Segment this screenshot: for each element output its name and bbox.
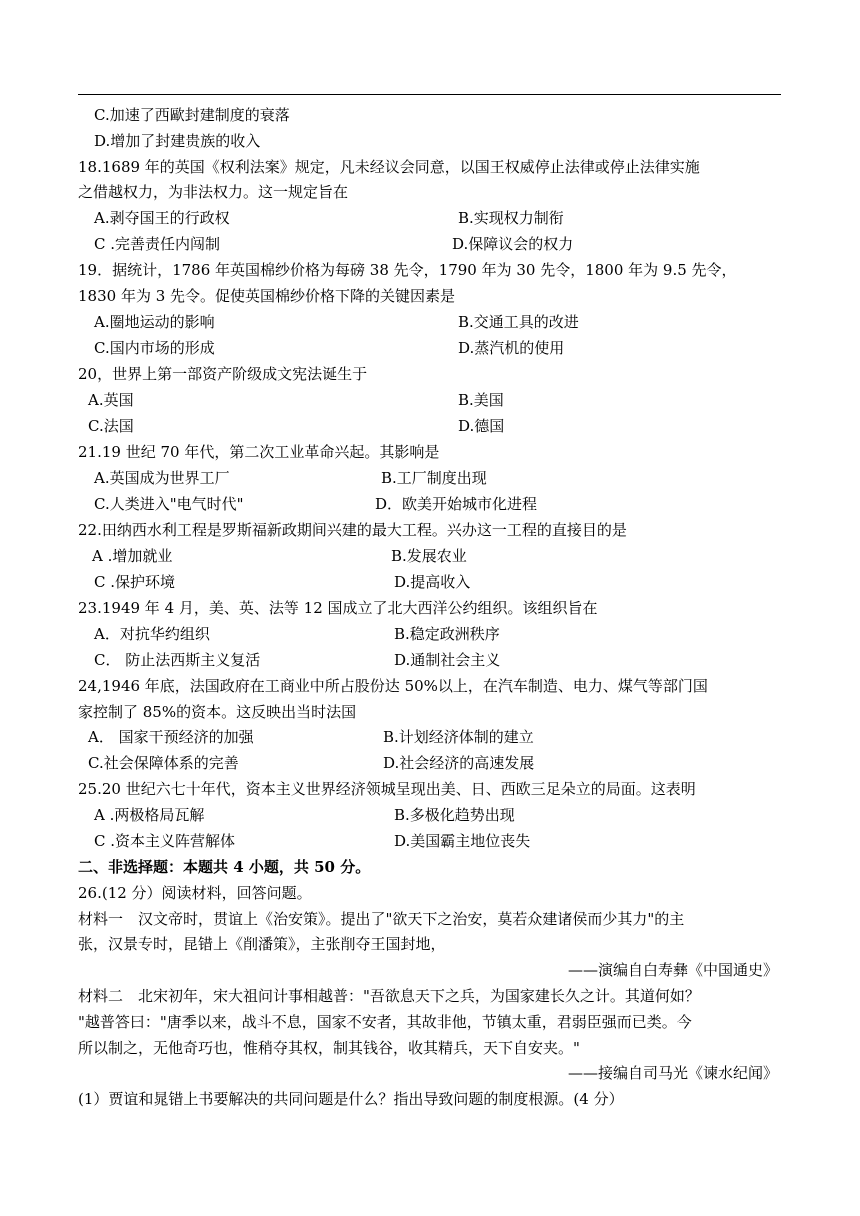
q19-option-c: C.国内市场的形成 — [94, 339, 215, 357]
q22-stem: 22.田纳西水利工程是罗斯福新政期间兴建的最大工程。兴办这一工程的直接目的是 — [78, 521, 627, 539]
q20-option-b: B.美国 — [458, 391, 504, 409]
q26-subquestion-1: (1）贾谊和晁错上书要解决的共同问题是什么？指出导致问题的制度根源。(4 分） — [78, 1090, 624, 1108]
q20-option-a: A.英国 — [88, 391, 134, 409]
q22-option-c: C .保护环境 — [94, 573, 176, 591]
q20-stem: 20，世界上第一部资产阶级成文宪法诞生于 — [78, 365, 368, 383]
q19-stem-line1: 19．据统计，1786 年英国棉纱价格为每磅 38 先令，1790 年为 30 先令，1800 年为 9.5 先令， — [78, 261, 737, 279]
material-1-line1: 材料一 汉文帝时，贯谊上《治安策》。提出了"欲天下之治安，莫若众建诸侯而少其力"的主 — [78, 910, 685, 928]
q23-option-c: C． 防止法西斯主义复活 — [94, 651, 261, 669]
q21-option-d: D．欧美开始城市化进程 — [375, 495, 538, 513]
q19-option-a: A.圈地运动的影响 — [94, 313, 215, 331]
q20-option-d: D.德国 — [458, 417, 505, 435]
q18-stem-line2: 之借越权力，为非法权力。这一规定旨在 — [78, 183, 349, 201]
q19-option-d: D.蒸汽机的使用 — [458, 339, 565, 357]
q21-option-b: B.工厂制度出现 — [381, 469, 487, 487]
material-1-line2: 张，汉景专时，昆错上《削潘策》，主张削夺王国封地， — [78, 935, 446, 953]
material-2-line3: 所以制之，无他奇巧也，惟稍夺其权，制其钱谷，收其精兵，天下自安夹。" — [78, 1039, 580, 1057]
q24-option-a: A． 国家干预经济的加强 — [88, 728, 254, 746]
material-2-line1: 材料二 北宋初年，宋大祖问计事相越普："吾欲息天下之兵，为国家建长久之计。其道何如？ — [78, 987, 700, 1005]
q21-option-a: A.英国成为世界工厂 — [94, 469, 230, 487]
q17-option-c: C.加速了西歐封建制度的衰落 — [94, 106, 290, 124]
q18-stem-line1: 18.1689 年的英国《权利法案》规定，凡未经议会同意，以国王权威停止法律或停止法律实施 — [78, 158, 700, 176]
q25-option-d: D.美国霸主地位丧失 — [394, 832, 531, 850]
header-rule — [78, 94, 781, 95]
q19-option-b: B.交通工具的改进 — [458, 313, 579, 331]
material-2-line2: "越普答曰："唐季以来，战斗不息，国家不安者，其故非他，节镇太重，君弱臣强而已类。今 — [78, 1013, 692, 1031]
q18-option-b: B.实现权力制衔 — [458, 209, 564, 227]
q24-stem-line1: 24,1946 年底，法国政府在工商业中所占股份达 50%以上，在汽车制造、电力、煤气等部门国 — [78, 677, 708, 695]
q21-option-c: C.人类进入"电气时代" — [94, 495, 244, 513]
q21-stem: 21.19 世纪 70 年代，第二次工业革命兴起。其影响是 — [78, 443, 440, 461]
q25-option-c: C .资本主义阵营解体 — [94, 832, 236, 850]
q18-option-d: D.保障议会的权力 — [452, 235, 574, 253]
q20-option-c: C.法国 — [88, 417, 134, 435]
material-1-source: ——演编自白寿彝《中国通史》 — [567, 961, 778, 979]
q24-option-b: B.计划经济体制的建立 — [383, 728, 534, 746]
section-heading: 二、非选择题：本题共 4 小题，共 50 分。 — [78, 858, 371, 876]
q22-option-d: D.提高收入 — [394, 573, 471, 591]
q19-stem-line2: 1830 年为 3 先令。促使英国棉纱价格下降的关键因素是 — [78, 287, 456, 305]
q24-option-c: C.社会保障体系的完善 — [88, 754, 239, 772]
q25-option-a: A .两极格局瓦解 — [94, 806, 205, 824]
q24-option-d: D.社会经济的高速发展 — [383, 754, 535, 772]
q18-option-c: C .完善责任内闯制 — [94, 235, 221, 253]
q25-option-b: B.多极化趋势出现 — [394, 806, 515, 824]
q24-stem-line2: 家控制了 85%的资本。这反映出当时法国 — [78, 703, 357, 721]
q23-option-a: A．对抗华约组织 — [94, 625, 210, 643]
q23-option-d: D.通制社会主义 — [394, 651, 501, 669]
q26-stem: 26.(12 分）阅读材料，回答问题。 — [78, 884, 312, 902]
q17-option-d: D.增加了封建贵族的收入 — [94, 132, 261, 150]
q23-option-b: B.稳定政洲秩序 — [394, 625, 500, 643]
material-2-source: ——接编自司马光《谏水纪闻》 — [567, 1064, 778, 1082]
q18-option-a: A.剥夺国王的行政权 — [94, 209, 230, 227]
q22-option-b: B.发展农业 — [391, 547, 467, 565]
q22-option-a: A .增加就业 — [92, 547, 173, 565]
q23-stem: 23.1949 年 4 月，美、英、法等 12 国成立了北大西洋公约组织。该组织旨在 — [78, 599, 598, 617]
q25-stem: 25.20 世纪六七十年代，资本主义世界经济领城呈现出美、日、西欧三足朵立的局面。这表明 — [78, 780, 696, 798]
